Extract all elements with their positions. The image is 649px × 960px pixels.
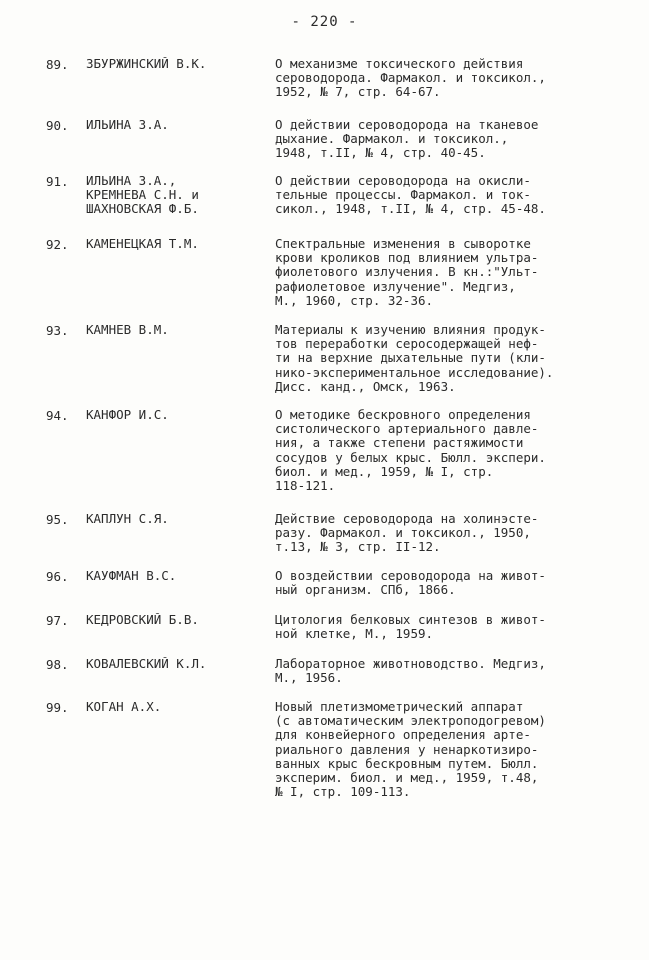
entry-citation bbox=[275, 657, 615, 685]
citation-line: нико-экспериментальное исследование). bbox=[275, 365, 554, 380]
author-line: КАМНЕВ В.М. bbox=[86, 323, 169, 337]
citation-line: О действии сероводорода на тканевое bbox=[275, 118, 539, 132]
citation-line: систолического артериального давле- bbox=[275, 422, 539, 437]
entry-citation bbox=[275, 323, 615, 394]
citation-line: 1952, № 7, стр. 64-67. bbox=[275, 85, 441, 100]
entry-citation bbox=[275, 237, 615, 308]
citation-line: 118-121. bbox=[275, 479, 336, 494]
entry-authors bbox=[86, 700, 266, 714]
entry-citation bbox=[275, 408, 615, 493]
author-line: КРЕМНЕВА С.Н. и bbox=[86, 188, 199, 202]
entry-authors bbox=[86, 408, 266, 422]
citation-line: ния, а также степени растяжимости bbox=[275, 436, 524, 451]
citation-line: Действие сероводорода на холинэсте- bbox=[275, 512, 539, 526]
citation-line: т.13, № 3, стр. II-12. bbox=[275, 540, 441, 555]
entry-authors bbox=[86, 57, 266, 71]
entry-number: 94. bbox=[46, 408, 69, 423]
citation-line: М., 1960, стр. 32-36. bbox=[275, 293, 434, 308]
citation-line: сосудов у белых крыс. Бюлл. экспери. bbox=[275, 450, 546, 465]
citation-line: сероводорода. Фармакол. и токсикол., bbox=[275, 71, 546, 86]
citation-line: О методике бескровного определения bbox=[275, 408, 531, 422]
entry-number: 93. bbox=[46, 323, 69, 338]
citation-line: крови кроликов под влиянием ультра- bbox=[275, 251, 539, 266]
entry-citation bbox=[275, 118, 615, 161]
author-line: КОВАЛЕВСКИЙ К.Л. bbox=[86, 657, 207, 671]
author-line: ИЛЬИНА З.А. bbox=[86, 118, 169, 132]
entry-citation bbox=[275, 174, 615, 217]
citation-line: Спектральные изменения в сыворотке bbox=[275, 237, 531, 251]
citation-line: Новый плетизмометрический аппарат bbox=[275, 700, 524, 714]
citation-line: тов переработки серосодержащей неф- bbox=[275, 337, 539, 352]
citation-line: сикол., 1948, т.II, № 4, стр. 45-48. bbox=[275, 202, 546, 217]
citation-line: ванных крыс бескровным путем. Бюлл. bbox=[275, 756, 539, 771]
entry-number: 98. bbox=[46, 657, 69, 672]
citation-line: Материалы к изучению влияния продук- bbox=[275, 323, 546, 337]
citation-line: № I, стр. 109-113. bbox=[275, 785, 411, 800]
citation-line: О механизме токсического действия bbox=[275, 57, 524, 71]
page-number: - 220 - bbox=[291, 14, 358, 30]
entry-authors bbox=[86, 174, 266, 216]
entry-authors bbox=[86, 512, 266, 526]
citation-line: ти на верхние дыхательные пути (кли- bbox=[275, 351, 546, 366]
citation-line: (с автоматическим электроподогревом) bbox=[275, 714, 546, 729]
entry-number: 89. bbox=[46, 57, 69, 72]
author-line: КАНФОР И.С. bbox=[86, 408, 169, 422]
author-line: КАМЕНЕЦКАЯ Т.М. bbox=[86, 237, 199, 251]
author-line: КЕДРОВСКИЙ Б.В. bbox=[86, 613, 199, 627]
citation-line: для конвейерного определения арте- bbox=[275, 728, 531, 743]
entry-number: 90. bbox=[46, 118, 69, 133]
entry-number: 96. bbox=[46, 569, 69, 584]
entry-citation bbox=[275, 700, 615, 799]
citation-line: риального давления у ненаркотизиро- bbox=[275, 742, 539, 757]
entry-number: 95. bbox=[46, 512, 69, 527]
citation-line: ный организм. СПб, 1866. bbox=[275, 583, 456, 598]
author-line: КОГАН А.Х. bbox=[86, 700, 162, 714]
author-line: КАУФМАН В.С. bbox=[86, 569, 177, 583]
entry-authors bbox=[86, 613, 266, 627]
citation-line: рафиолетовое излучение". Медгиз, bbox=[275, 279, 516, 294]
entry-authors bbox=[86, 118, 266, 132]
citation-line: Лабораторное животноводство. Медгиз, bbox=[275, 657, 546, 671]
entry-authors bbox=[86, 657, 266, 671]
entry-number: 97. bbox=[46, 613, 69, 628]
entry-number: 91. bbox=[46, 174, 69, 189]
author-line: ШАХНОВСКАЯ Ф.Б. bbox=[86, 202, 199, 216]
citation-line: тельные процессы. Фармакол. и ток- bbox=[275, 188, 531, 203]
entry-authors bbox=[86, 323, 266, 337]
entry-citation bbox=[275, 613, 615, 641]
citation-line: ной клетке, М., 1959. bbox=[275, 627, 434, 642]
entry-number: 99. bbox=[46, 700, 69, 715]
entry-authors bbox=[86, 237, 266, 251]
citation-line: разу. Фармакол. и токсикол., 1950, bbox=[275, 526, 531, 541]
author-line: КАПЛУН С.Я. bbox=[86, 512, 169, 526]
citation-line: биол. и мед., 1959, № I, стр. bbox=[275, 464, 494, 479]
citation-line: фиолетового излучения. В кн.:"Ульт- bbox=[275, 265, 539, 280]
citation-line: М., 1956. bbox=[275, 671, 343, 686]
author-line: ЗБУРЖИНСКИЙ В.К. bbox=[86, 57, 207, 71]
citation-line: Дисс. канд., Омск, 1963. bbox=[275, 379, 456, 394]
entry-citation bbox=[275, 57, 615, 100]
author-line: ИЛЬИНА З.А., bbox=[86, 174, 177, 188]
entry-citation bbox=[275, 512, 615, 555]
entry-number: 92. bbox=[46, 237, 69, 252]
citation-line: эксперим. биол. и мед., 1959, т.48, bbox=[275, 771, 539, 786]
entry-citation bbox=[275, 569, 615, 597]
entry-authors bbox=[86, 569, 266, 583]
citation-line: 1948, т.II, № 4, стр. 40-45. bbox=[275, 146, 486, 161]
citation-line: Цитология белковых синтезов в живот- bbox=[275, 613, 546, 627]
citation-line: О воздействии сероводорода на живот- bbox=[275, 569, 546, 583]
citation-line: дыхание. Фармакол. и токсикол., bbox=[275, 132, 509, 147]
citation-line: О действии сероводорода на окисли- bbox=[275, 174, 531, 188]
